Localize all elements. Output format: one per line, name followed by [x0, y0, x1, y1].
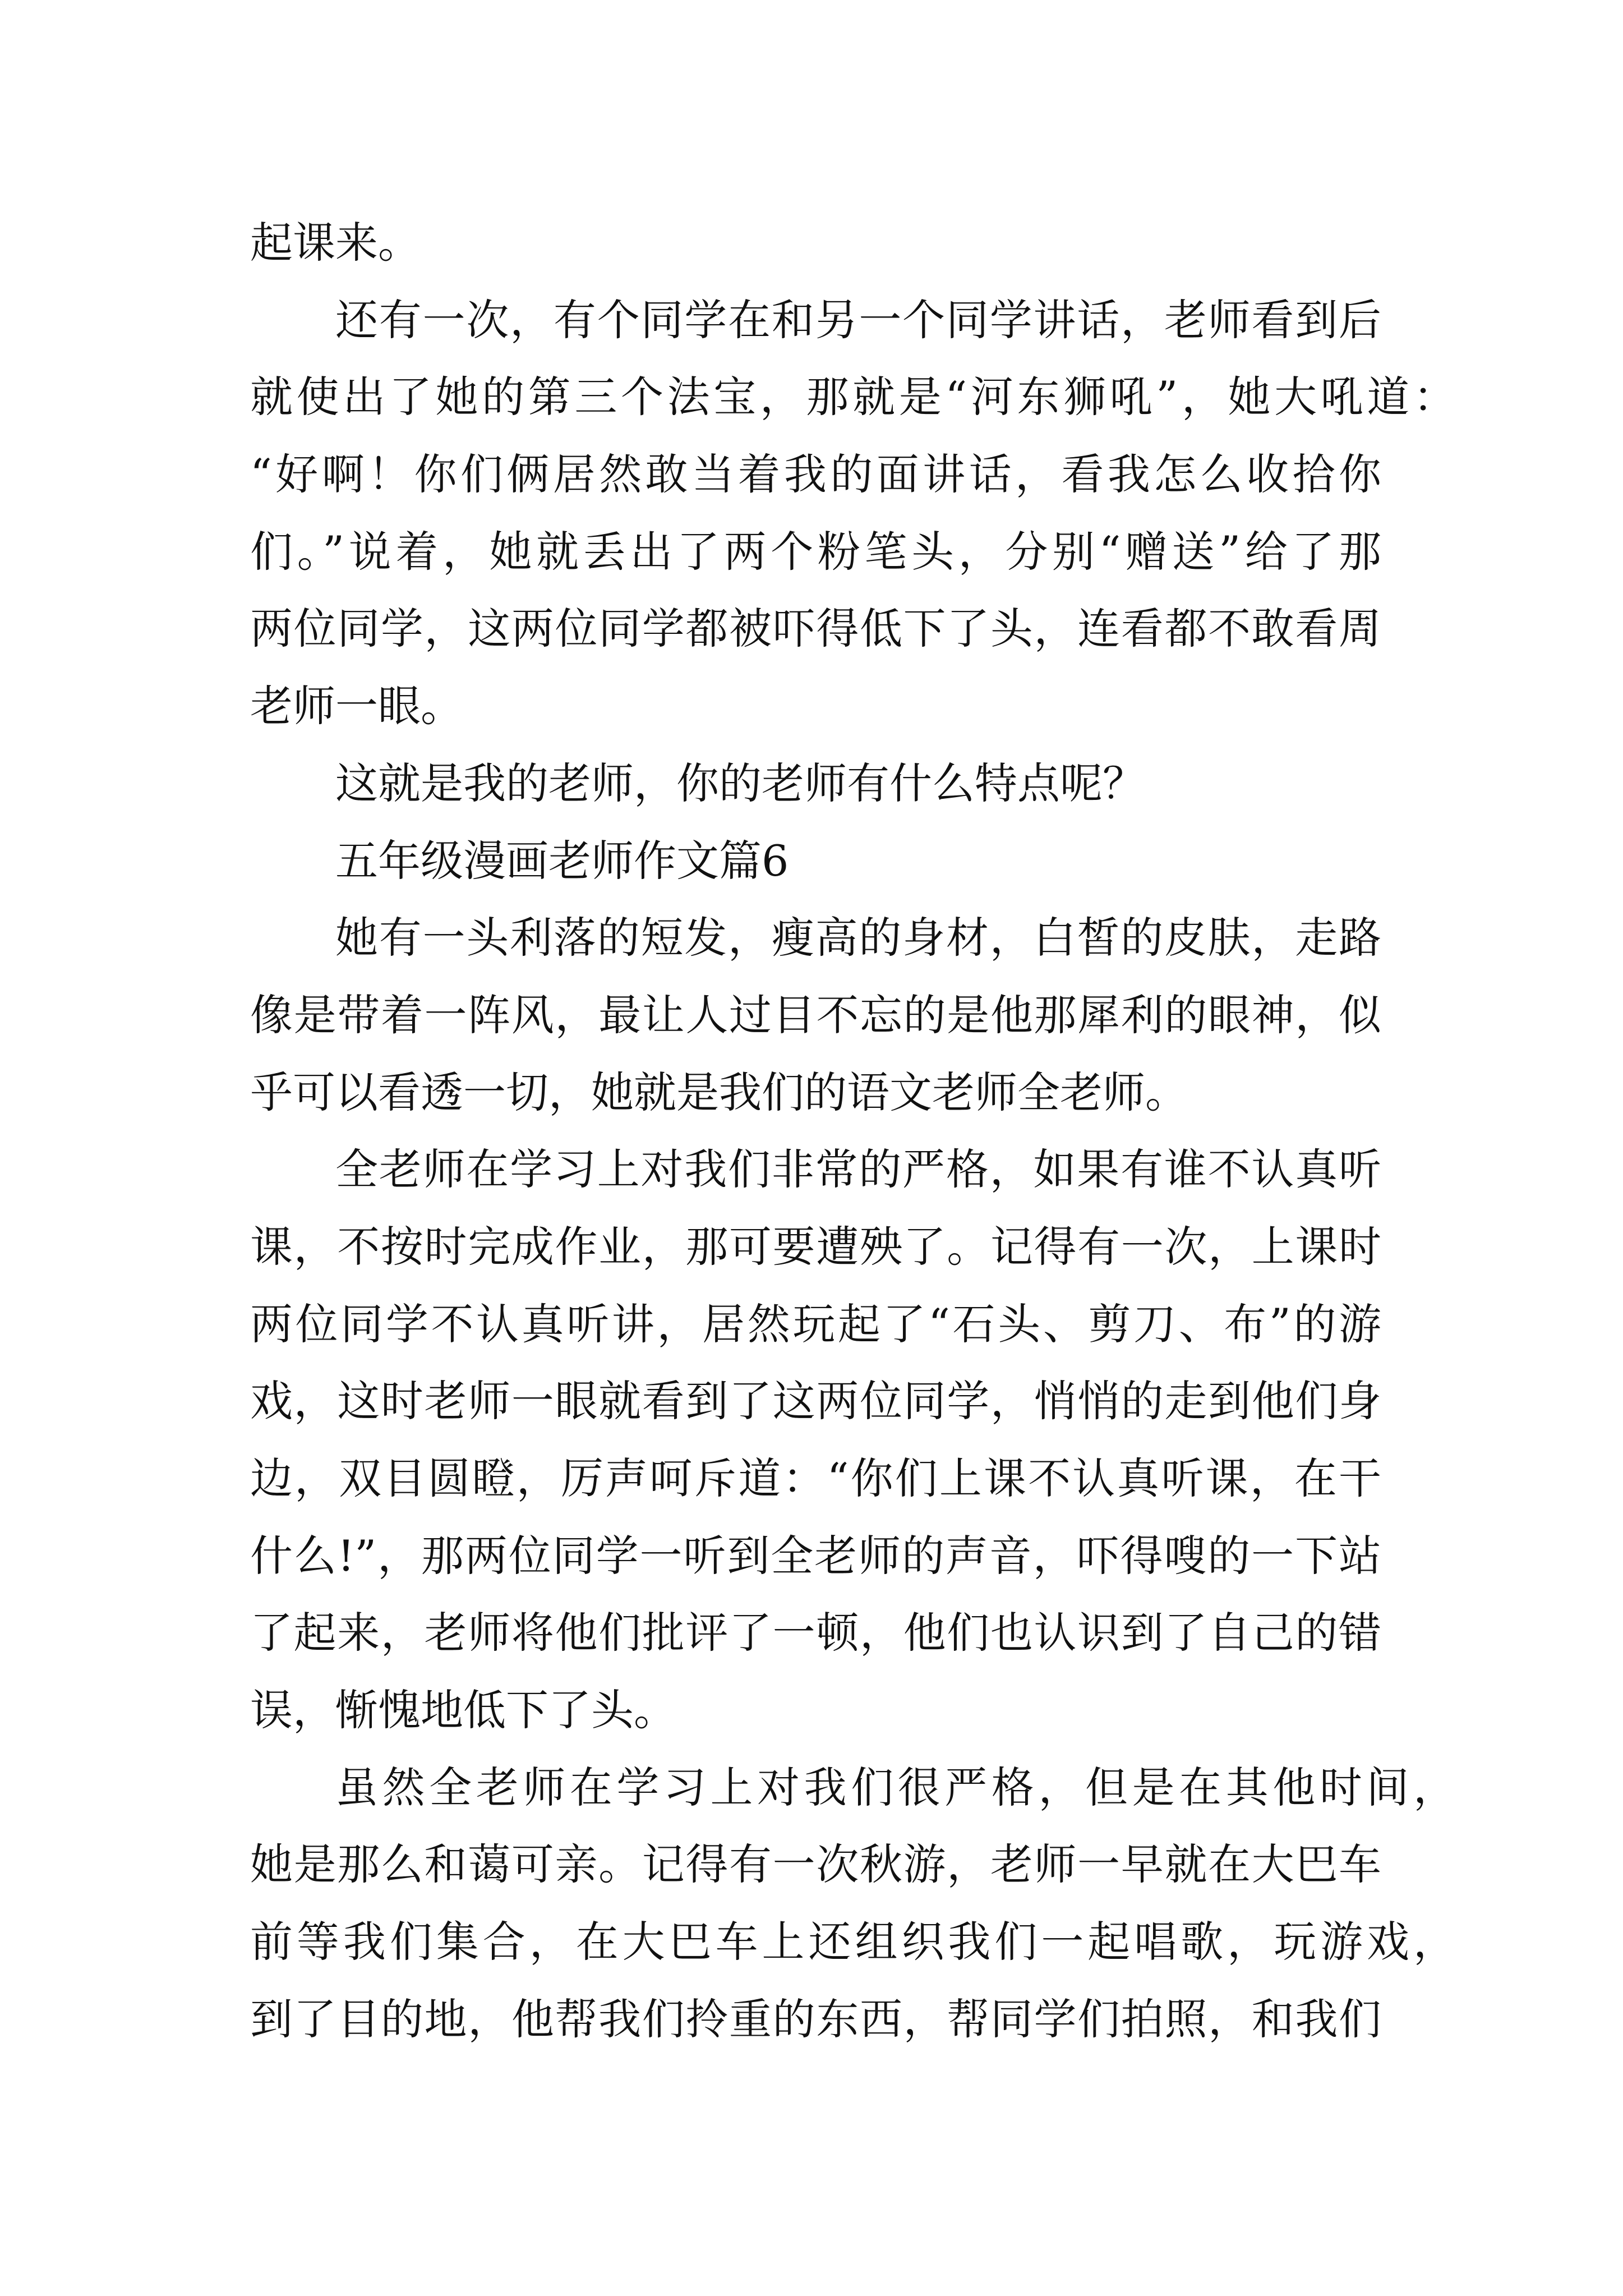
text-line: 两位同学不认真听讲，居然玩起了“石头、剪刀、布”的游 [250, 1299, 1381, 1349]
paragraph [250, 1749, 1456, 2058]
text-line: 了起来，老师将他们批评了一顿，他们也认识到了自己的错 [250, 1608, 1381, 1658]
text-line: 起课来。 [250, 218, 421, 268]
text-line: “好啊！你们俩居然敢当着我的面讲话，看我怎么收拾你 [250, 449, 1381, 500]
section-heading: 五年级漫画老师作文篇6 [335, 835, 789, 886]
text-line: 前等我们集合，在大巴车上还组织我们一起唱歌，玩游戏， [250, 1917, 1456, 1967]
text-line: 课，不按时完成作业，那可要遭殃了。记得有一次，上课时 [250, 1221, 1381, 1272]
text-line: 她是那么和蔼可亲。记得有一次秋游，老师一早就在大巴车 [250, 1839, 1381, 1890]
paragraph [250, 282, 1456, 745]
text-line: 全老师在学习上对我们非常的严格，如果有谁不认真听 [335, 1144, 1381, 1195]
text-line: 这就是我的老师，你的老师有什么特点呢？ [335, 758, 1145, 808]
text-line: 戏，这时老师一眼就看到了这两位同学，悄悄的走到他们身 [250, 1376, 1381, 1427]
text-line: 边，双目圆瞪，厉声呵斥道：“你们上课不认真听课，在干 [250, 1453, 1381, 1503]
text-line: 误，惭愧地低下了头。 [250, 1685, 676, 1736]
text-line: 们。”说着，她就丢出了两个粉笔头，分别“赠送”给了那 [250, 526, 1381, 577]
text-line: 还有一次，有个同学在和另一个同学讲话，老师看到后 [335, 295, 1381, 345]
text-line: 两位同学，这两位同学都被吓得低下了头，连看都不敢看周 [250, 604, 1381, 654]
paragraph [250, 899, 1381, 1131]
text-line: 虽然全老师在学习上对我们很严格，但是在其他时间， [335, 1762, 1456, 1812]
text-line: 她有一头利落的短发，瘦高的身材，白皙的皮肤，走路 [335, 913, 1381, 963]
paragraph [250, 745, 1381, 822]
text-line: 什么!”，那两位同学一听到全老师的声音，吓得嗖的一下站 [250, 1530, 1381, 1581]
document-body [250, 204, 1456, 2058]
text-line: 老师一眼。 [250, 681, 463, 731]
text-line: 乎可以看透一切，她就是我们的语文老师全老师。 [250, 1067, 1188, 1117]
paragraph [250, 204, 1381, 282]
paragraph [250, 1131, 1381, 1749]
text-line: 到了目的地，他帮我们拎重的东西，帮同学们拍照，和我们 [250, 1994, 1381, 2044]
text-line: 像是带着一阵风，最让人过目不忘的是他那犀利的眼神，似 [250, 990, 1381, 1040]
text-line: 就使出了她的第三个法宝，那就是“河东狮吼”，她大吼道： [250, 372, 1456, 422]
